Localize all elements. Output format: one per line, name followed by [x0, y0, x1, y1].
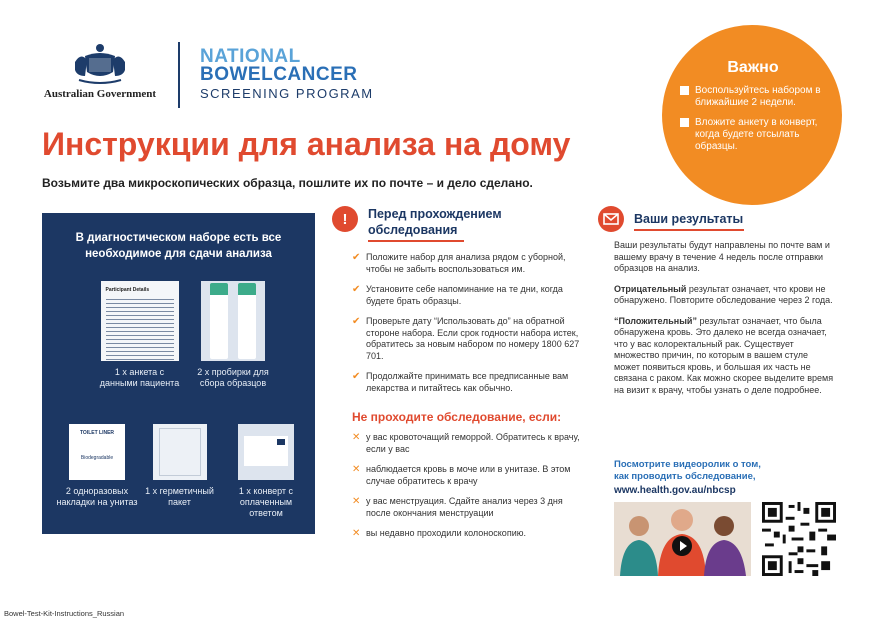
liner-image [69, 424, 125, 480]
kit-item-liners [52, 424, 142, 508]
form-image [101, 281, 179, 361]
cross-icon: ✕ [352, 432, 361, 443]
page-title: Инструкции для анализа на дому [42, 126, 571, 162]
important-item-text: Вложите анкету в конверт, когда будете отсылать образцы. [695, 117, 818, 152]
important-item [680, 117, 826, 153]
list-item [352, 496, 580, 519]
kit-item-bag [142, 424, 217, 508]
program-line-2: BOWELCANCER [200, 64, 358, 85]
checkbox-icon [680, 86, 689, 95]
stamp-icon [277, 439, 285, 445]
before-test-section [332, 206, 580, 549]
list-item [352, 464, 580, 487]
program-line-1: NATIONAL [200, 46, 301, 67]
title-underline [634, 229, 744, 231]
list-item-text: у вас кровоточащий геморрой. Обратитесь к врачу, если у вас [366, 432, 580, 454]
program-logo [200, 48, 374, 102]
program-line-3: SCREENING PROGRAM [200, 86, 374, 101]
kit-contents-panel [42, 213, 315, 534]
form-lines [106, 299, 174, 363]
government-logo [40, 42, 160, 100]
tube-icon [238, 283, 256, 359]
results-body [614, 240, 836, 396]
title-underline [368, 240, 464, 242]
before-test-title-2: обследования [368, 223, 458, 237]
footer-filename: Bowel-Test-Kit-Instructions_Russian [4, 609, 125, 618]
envelope-icon [244, 436, 288, 466]
video-text-1: Посмотрите видеоролик о том, [614, 459, 761, 470]
government-name: Australian Government [43, 88, 157, 100]
check-icon: ✔ [352, 284, 361, 295]
envelope-icon [598, 206, 624, 232]
dont-test-title: Не проходите обследование, если: [352, 410, 562, 424]
list-item-text: Проверьте дату “Использовать до” на обратной стороне набора. Если срок годности набора истек, обратитесь за новым набором по номеру 1800 627 701. [366, 316, 580, 361]
cross-icon: ✕ [352, 464, 361, 475]
tubes-image [201, 281, 265, 361]
kit-item-label: 1 х герметичный пакет [145, 486, 214, 507]
kit-item-label: 2 х пробирки для сбора образцов [197, 367, 269, 388]
dont-test-list [352, 432, 580, 540]
qr-code-icon[interactable] [762, 502, 836, 576]
video-text-2: как проводить обследование, [614, 471, 756, 482]
negative-text: результат означает, что крови не обнаружено. Повторите обследование через 2 года. [614, 283, 833, 305]
list-item-text: наблюдается кровь в моче или в унитазе. В этом случае обратитесь к врачу [366, 464, 571, 486]
cross-icon: ✕ [352, 528, 361, 539]
list-item [352, 284, 580, 307]
bag-image [153, 424, 207, 480]
important-title: Важно [727, 59, 779, 76]
positive-label: “Положительный” [614, 315, 697, 326]
important-item [680, 85, 826, 109]
positive-text: результат означает, что была обнаружена кровь. Это далеко не всегда означает, что у вас колоректальный рак. Существует множество причин, по которым в вашем стуле может появиться кровь, и большая их часть не связана с раком. Как можно скорее выделите время на визит к врачу, чтобы узнать о деле подробнее. [614, 315, 834, 395]
before-test-header [332, 206, 580, 242]
list-item [352, 432, 580, 455]
liner-badge: Biodegradable [80, 455, 114, 461]
list-item [352, 316, 580, 362]
before-test-list [352, 252, 580, 394]
video-link[interactable]: www.health.gov.au/nbcsp [614, 485, 736, 496]
page-subtitle: Возьмите два микроскопических образца, пошлите их по почте – и дело сделано. [42, 176, 533, 190]
exclamation-icon: ! [332, 206, 358, 232]
kit-item-envelope [222, 424, 310, 519]
check-icon: ✔ [352, 316, 361, 327]
envelope-image [238, 424, 294, 480]
negative-result [614, 284, 836, 307]
important-callout [662, 25, 842, 205]
kit-item-label: 2 одноразовых накладки на унитаз [56, 486, 138, 507]
header [40, 42, 374, 112]
kit-item-label: 1 х анкета с данными пациента [99, 367, 180, 388]
kit-title: В диагностическом наборе есть все необходимое для сдачи анализа [75, 232, 282, 260]
list-item-text: Установите себе напоминание на те дни, когда будете брать образцы. [366, 284, 563, 306]
list-item-text: Продолжайте принимать все предписанные вам лекарства и питайтесь как обычно. [366, 371, 569, 393]
check-icon: ✔ [352, 252, 361, 263]
video-thumbnail[interactable] [614, 502, 751, 576]
list-item [352, 371, 580, 394]
negative-label: Отрицательный [614, 283, 687, 294]
header-divider [178, 42, 180, 108]
tube-icon [210, 283, 228, 359]
list-item [352, 528, 580, 540]
list-item-text: Положите набор для анализа рядом с уборной, чтобы не забыть воспользоваться им. [366, 252, 566, 274]
results-intro: Ваши результаты будут направлены по почте вам и вашему врачу в течение 4 недель после отправки образцов на анализ. [614, 240, 830, 273]
kit-item-tubes [192, 281, 274, 389]
results-header [598, 206, 838, 232]
results-title: Ваши результаты [634, 212, 744, 226]
form-header-text: Participant Details [105, 287, 150, 293]
kit-item-form [97, 281, 182, 389]
kit-item-label: 1 х конверт с оплаченным ответом [238, 486, 294, 518]
list-item-text: вы недавно проходили колоноскопию. [366, 528, 526, 538]
important-item-text: Воспользуйтесь набором в ближайшие 2 недели. [695, 85, 821, 108]
cross-icon: ✕ [352, 496, 361, 507]
checkbox-icon [680, 118, 689, 127]
results-section [598, 206, 838, 405]
list-item-text: у вас менструация. Сдайте анализ через 3 дня после окончания менструации [366, 496, 563, 518]
video-section [614, 459, 844, 496]
check-icon: ✔ [352, 371, 361, 382]
coat-of-arms-icon [71, 42, 129, 86]
liner-label: TOILET LINER [79, 430, 115, 436]
bag-outline [159, 428, 201, 476]
before-test-title-1: Перед прохождением [368, 207, 502, 221]
positive-result [614, 316, 836, 397]
list-item [352, 252, 580, 275]
play-button-icon[interactable] [672, 536, 692, 556]
